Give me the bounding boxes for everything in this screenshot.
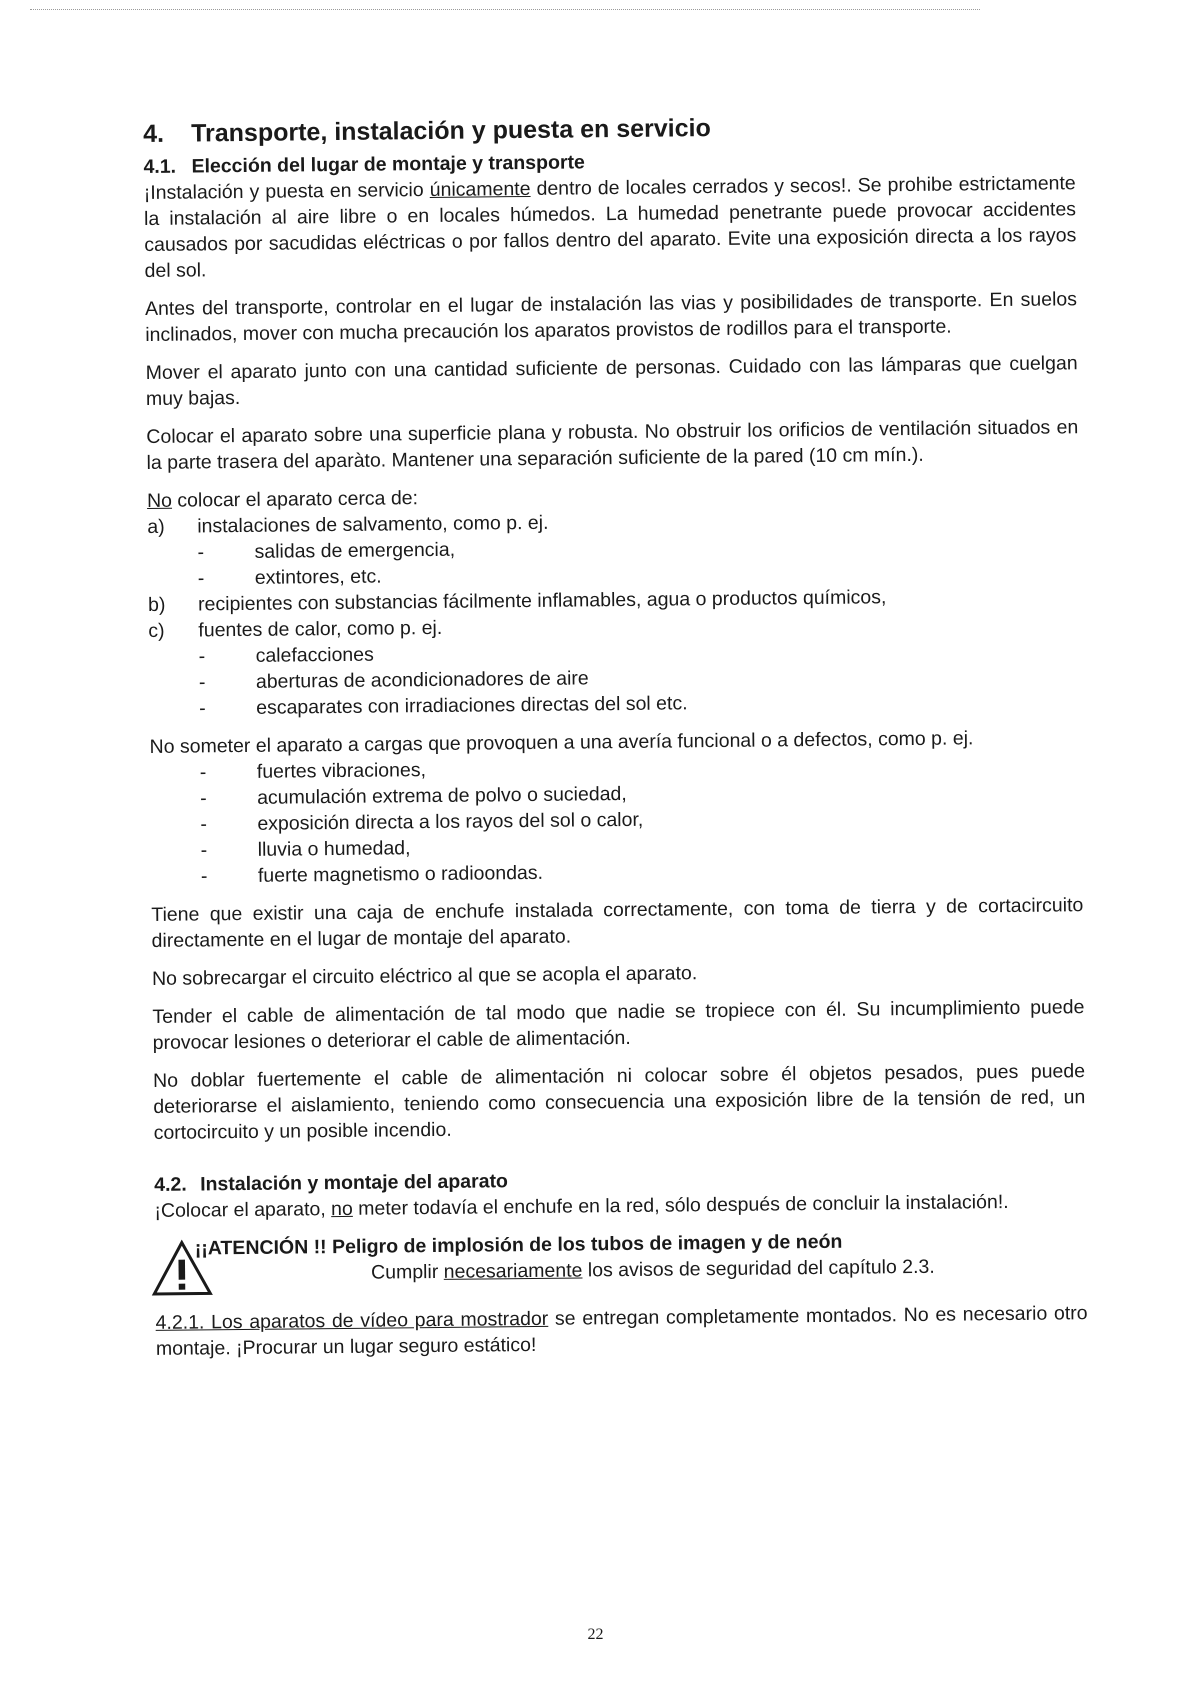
dash-bullet: - bbox=[198, 645, 206, 668]
subsection-title: Elección del lugar de montaje y transporte bbox=[191, 151, 585, 178]
paragraph: Antes del transporte, controlar en el lugar de instalación las vias y posibilidades de transporte. En suelos inclinados, mover con mucha precaución los aparatos provistos de rodillos para el transporte. bbox=[144, 288, 1078, 346]
section-heading bbox=[143, 108, 1075, 150]
dash-bullet: - bbox=[200, 839, 208, 862]
paragraph: Tender el cable de alimentación de tal modo que nadie se tropiece con él. Su incumplimiento puede provocar lesiones o deteriorar el cable de alimentación. bbox=[152, 996, 1085, 1054]
text-run: colocar el aparato cerca de: bbox=[171, 487, 419, 512]
paragraph: No someter el aparato a cargas que provoquen a una avería funcional o a defectos, como p. ej. bbox=[149, 727, 974, 758]
page-number: 22 bbox=[587, 1626, 604, 1643]
sub-list-text: salidas de emergencia, bbox=[254, 538, 456, 563]
list-text: fuentes de calor, como p. ej. bbox=[198, 616, 443, 642]
text-run: los avisos de seguridad del capítulo 2.3. bbox=[582, 1255, 935, 1282]
document-page bbox=[143, 108, 1088, 1374]
warning-block bbox=[155, 1226, 1087, 1288]
section-number: 4. bbox=[143, 119, 165, 148]
warning-triangle-icon bbox=[151, 1239, 214, 1298]
sub-list-text: extintores, etc. bbox=[254, 565, 382, 589]
scan-top-edge-line bbox=[30, 9, 980, 10]
underlined-text: únicamente bbox=[429, 177, 531, 202]
subsection-title: Instalación y montaje del aparato bbox=[200, 1170, 509, 1196]
dash-bullet: - bbox=[200, 787, 207, 810]
dash-bullet: - bbox=[200, 813, 208, 836]
sub-list-text: exposición directa a los rayos del sol o calor, bbox=[257, 808, 644, 835]
sub-list-text: aberturas de acondicionadores de aire bbox=[255, 667, 589, 693]
dash-bullet: - bbox=[199, 697, 206, 720]
text-run: dentro de locales cerrados y secos!. Se prohibe estrictamente la instalación al aire libre o en locales húmedos. La humedad penetrante puede provocar accidentes causados por sacudidas eléctricas o por fallos dentro del aparato. Evite una exposición directa a los rayos del sol. bbox=[143, 172, 1077, 282]
dash-bullet: - bbox=[200, 865, 208, 888]
warning-title: ¡¡ATENCIÓN !! Peligro de implosión de los tubos de imagen y de neón bbox=[194, 1230, 843, 1260]
sub-list-text: escaparates con irradiaciones directas del sol etc. bbox=[256, 692, 688, 719]
dash-bullet: - bbox=[198, 671, 206, 694]
paragraph: No sobrecargar el circuito eléctrico al que se acopla el aparato. bbox=[151, 962, 698, 990]
underlined-text: necesariamente bbox=[443, 1259, 583, 1283]
list-letter: a) bbox=[147, 515, 165, 538]
list-text: recipientes con substancias fácilmente inflamables, agua o productos químicos, bbox=[197, 586, 887, 616]
text-run: meter todavía el enchufe en la red, sólo después de concluir la instalación!. bbox=[352, 1190, 1009, 1220]
text-run: ¡Colocar el aparato, bbox=[154, 1198, 332, 1222]
underlined-text: no bbox=[330, 1197, 353, 1221]
section-title: Transporte, instalación y puesta en servicio bbox=[191, 114, 711, 148]
sub-list-text: lluvia o humedad, bbox=[257, 837, 411, 861]
text-run: Cumplir bbox=[370, 1260, 444, 1284]
dash-bullet: - bbox=[197, 567, 205, 590]
underlined-text: No bbox=[146, 489, 173, 512]
subsection-number: 4.1. bbox=[143, 155, 177, 178]
sub-list-text: fuerte magnetismo o radioondas. bbox=[257, 861, 544, 887]
subsection-number: 4.2. bbox=[154, 1173, 187, 1196]
paragraph bbox=[144, 170, 1077, 284]
paragraph bbox=[155, 1300, 1087, 1362]
dash-bullet: - bbox=[199, 761, 207, 784]
sub-list-text: calefacciones bbox=[255, 643, 374, 667]
list-text: instalaciones de salvamento, como p. ej. bbox=[197, 511, 549, 538]
list-letter: b) bbox=[147, 593, 166, 616]
underlined-text: 4.2.1. Los aparatos de vídeo para mostrador bbox=[155, 1307, 549, 1334]
dash-bullet: - bbox=[197, 541, 205, 564]
paragraph: Tiene que existir una caja de enchufe instalada correctamente, con toma de tierra y de cortacircuito directamente en el lugar de montaje del aparato. bbox=[151, 894, 1084, 952]
sub-list-text: acumulación extrema de polvo o suciedad, bbox=[257, 782, 627, 809]
paragraph: No doblar fuertemente el cable de alimentación ni colocar sobre él objetos pesados, pues puede deteriorarse el aislamiento, teniendo como consecuencia una exposición libre de la tensión de red, un cortocircuito y un posible incendio. bbox=[152, 1060, 1086, 1144]
text-run: ¡Instalación y puesta en servicio bbox=[143, 179, 430, 204]
sub-list-text: fuertes vibraciones, bbox=[256, 759, 427, 783]
list-letter: c) bbox=[148, 619, 165, 642]
paragraph: Mover el aparato junto con una cantidad suficiente de personas. Cuidado con las lámparas que cuelgan muy bajas. bbox=[145, 352, 1078, 410]
paragraph: Colocar el aparato sobre una superficie plana y robusta. No obstruir los orificios de ventilación situados en la parte trasera del aparàto. Mantener una separación suficiente de la pared (10 cm mín.). bbox=[146, 416, 1079, 474]
text-run: se entregan completamente montados. No es necesario otro montaje. ¡Procurar un lugar seguro estático! bbox=[155, 1302, 1088, 1360]
